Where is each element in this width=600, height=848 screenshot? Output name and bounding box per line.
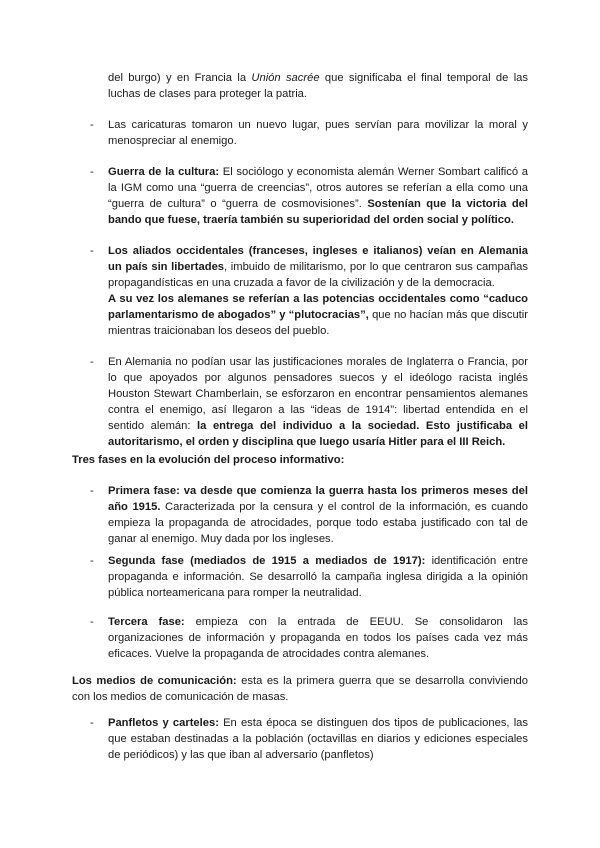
paragraph-medios [72, 673, 528, 705]
bold-lead: Segunda fase (mediados de 1915 a mediados de 1917): [108, 555, 426, 567]
bullet-dash: - [90, 717, 94, 729]
paragraph-alemanes [108, 291, 528, 339]
bold-tail: la entrega del individuo a la sociedad. Esto justificaba el autoritarismo, el orden y disciplina que luego usaría Hitler para el III Reich. [108, 420, 528, 448]
text-run: Las caricaturas tomaron un nuevo lugar, pues servían para movilizar la moral y menospreciar al enemigo. [108, 119, 528, 147]
bullet-dash: - [90, 356, 94, 368]
bullet-dash: - [90, 555, 94, 567]
text-run: , imbuido de militarismo, por lo que centraron sus campañas propagandísticas en una cruzada a favor de la civilización y de la democracia. [108, 261, 528, 289]
bold-lead: Panfletos y carteles: [108, 717, 219, 729]
bold-tail: Sostenían que la victoria del bando que fuese, traería también su superioridad del orden social y político. [108, 198, 528, 226]
bullet-tercera-fase [108, 614, 528, 662]
bullet-aliados [108, 243, 528, 291]
text-run: En Alemania no podían usar las justificaciones morales de Inglaterra o Francia, por lo que apoyados por algunos pensadores suecos y el ideólogo racista inglés Houston Stewart Chamberlain, se esforzaron en encontrar pensamientos alemanes contra el enemigo, así llegaron a las “ideas de 1914”: libertad entendida en el sentido alemán: [108, 356, 528, 432]
bullet-guerra-cultura [108, 164, 528, 228]
text-run: identificación entre propaganda e información. Se desarrolló la campaña inglesa dirigida a la opinión pública norteamericana para romper la neutralidad. [108, 555, 528, 599]
italic-term: Unión sacrée [251, 72, 320, 84]
bold-lead: A su vez los alemanes se referían a las potencias occidentales como “caduco parlamentarismo de abogados” y “plutocracias”, [108, 293, 528, 321]
bullet-dash: - [90, 166, 94, 178]
bullet-alemania [108, 354, 528, 450]
bullet-dash: - [90, 616, 94, 628]
bold-lead: Los aliados occidentales (franceses, ingleses e italianos) veían en Alemania un país sin libertades [108, 245, 528, 273]
bullet-dash: - [90, 485, 94, 497]
text-run: que significaba el final temporal de las luchas de clases para proteger la patria. [108, 72, 528, 100]
bullet-segunda-fase [108, 553, 528, 601]
heading-text: Tres fases en la evolución del proceso informativo: [72, 454, 345, 466]
bullet-panfletos [108, 715, 528, 763]
bullet-primera-fase [108, 483, 528, 547]
text-run: del burgo) y en Francia la [108, 72, 252, 84]
bullet-dash: - [90, 119, 94, 131]
paragraph-continuation [108, 70, 528, 102]
bold-lead: Tercera fase: [108, 616, 185, 628]
bold-mid: va desde que comienza la guerra hasta los primeros meses del año 1915. [108, 485, 528, 513]
bold-lead: Los medios de comunicación: [72, 675, 237, 687]
text-run: que no hacían más que discutir mientras traicionaban los deseos del pueblo. [108, 309, 529, 337]
text-run: Caracterizada por la censura y el control de la información, es cuando empieza la propaganda de atrocidades, porque todo estaba justificado con tal de ganar al enemigo. Muy dada por los ingleses. [108, 501, 528, 545]
bullet-caricaturas [108, 117, 528, 149]
text-run: En esta época se distinguen dos tipos de publicaciones, las que estaban destinadas a la población (octavillas en diarios y ediciones especiales de periódicos) y las que iban al adversario (panfletos) [108, 717, 528, 761]
text-run: empieza con la entrada de EEUU. Se consolidaron las organizaciones de información y propaganda en todos los países cada vez más eficaces. Vuelve la propaganda de atrocidades contra alemanes. [108, 616, 528, 660]
bold-lead: Primera fase: [108, 485, 180, 497]
bullet-dash: - [90, 245, 94, 257]
text-run: El sociólogo y economista alemán Werner Sombart calificó a la IGM como una “guerra de creencias”, otros autores se referían a ella como una “guerra de cultura” o “guerra de cosmovisiones”. [108, 166, 528, 210]
bold-lead: Guerra de la cultura: [108, 166, 220, 178]
section-heading [72, 452, 528, 468]
text-run: esta es la primera guerra que se desarrolla conviviendo con los medios de comunicación de masas. [72, 675, 528, 703]
